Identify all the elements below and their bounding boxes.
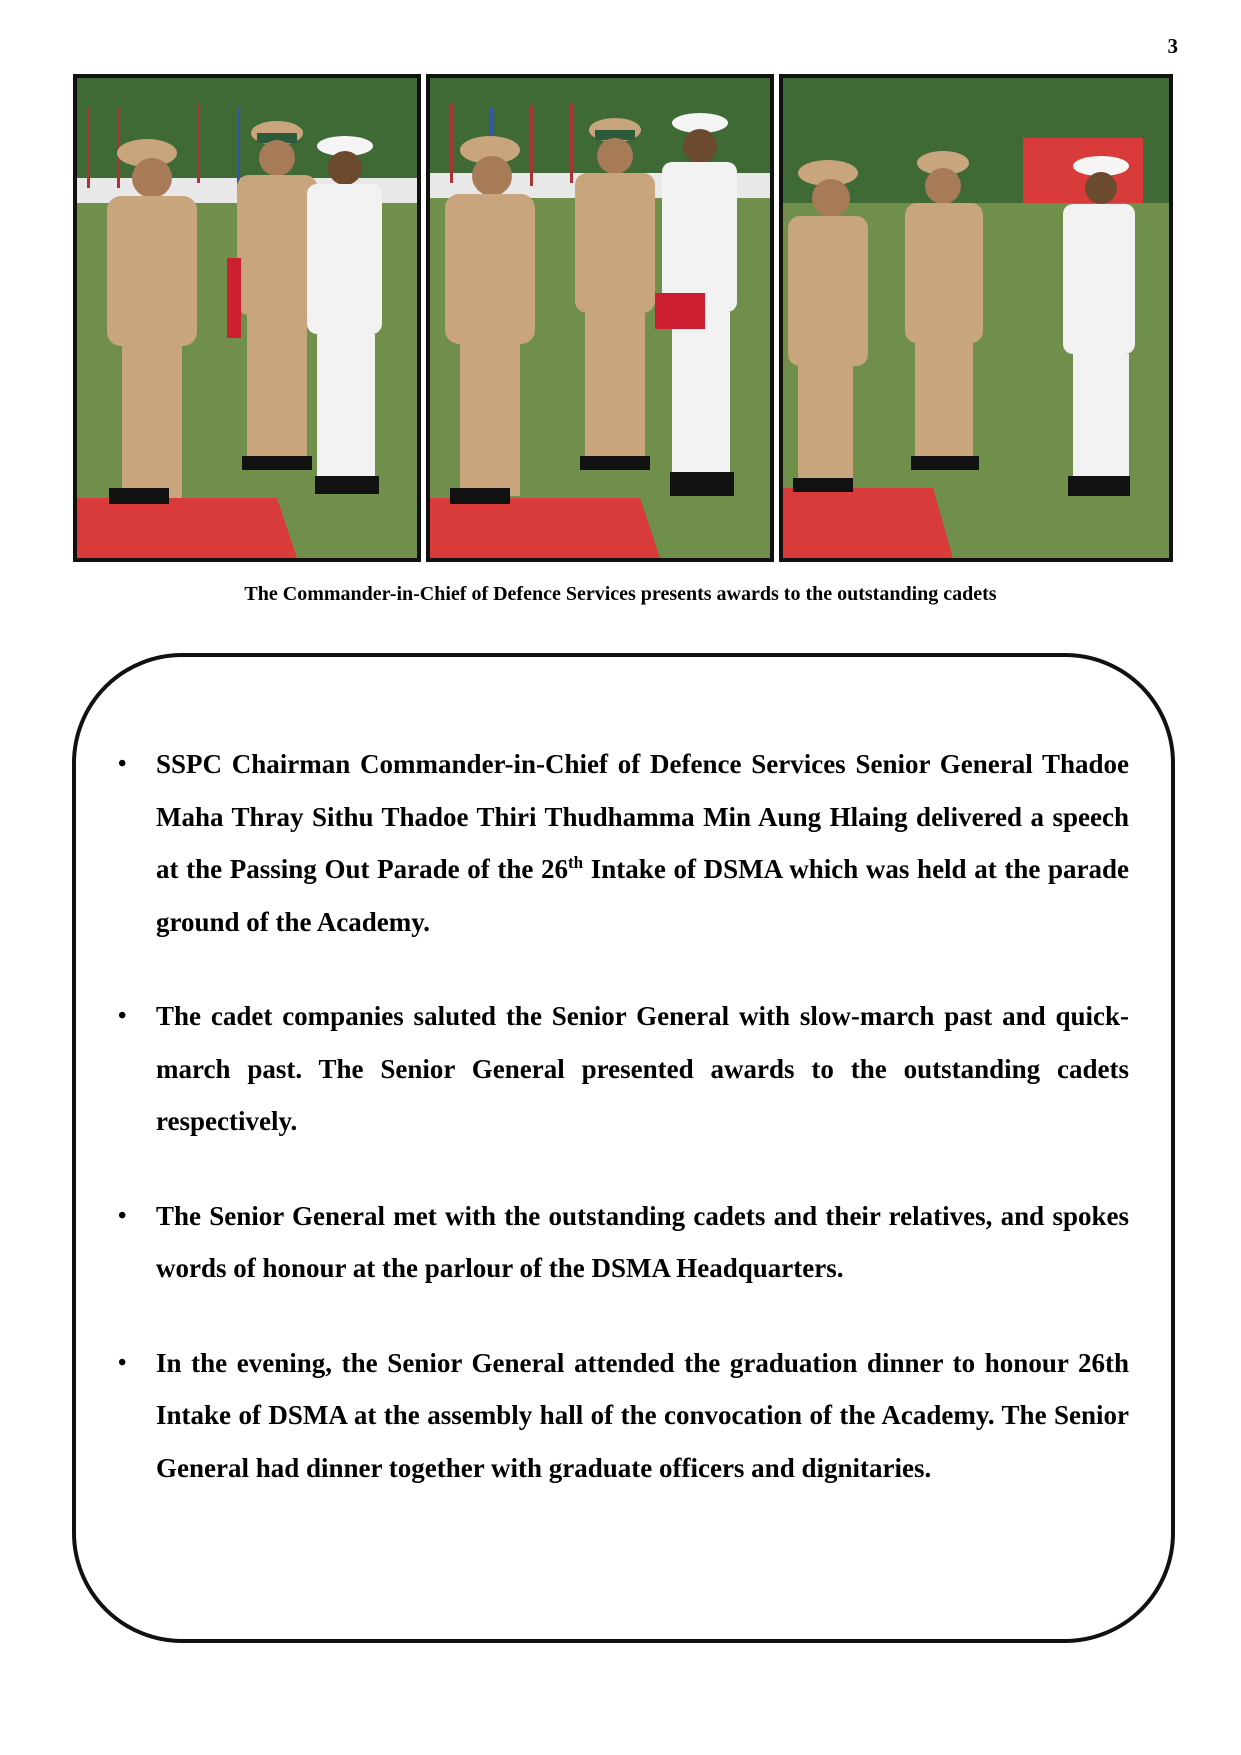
bullet-text: SSPC Chairman Commander-in-Chief of Defence Services Senior General Thadoe Maha Thray Sithu Thadoe Thiri Thudhamma Min Aung Hlaing delivered a speech at the Passing Out Parade of the 26 <box>156 749 1129 884</box>
bullet-dot-icon: • <box>118 751 127 777</box>
bullet-text: In the evening, the Senior General attended the graduation dinner to honour 26th Intake of DSMA at the assembly hall of the convocation of the Academy. The Senior General had dinner together with graduate officers and dignitaries. <box>156 1347 1129 1483</box>
bullet-list <box>114 738 1129 1536</box>
page-number: 3 <box>1167 34 1178 58</box>
bullet-dot-icon: • <box>118 1202 127 1229</box>
bullet-dot-icon: • <box>118 1349 127 1376</box>
bullet-item <box>114 738 1129 948</box>
bullet-text: The cadet companies saluted the Senior General with slow-march past and quick-march past. The Senior General presented awards to the outstanding cadets respectively. <box>156 1001 1129 1136</box>
bullet-item <box>114 1337 1129 1495</box>
bullet-dot-icon: • <box>118 1003 127 1029</box>
photo-caption: The Commander-in-Chief of Defence Services presents awards to the outstanding cadets <box>244 583 997 605</box>
photo-award-presentation-3 <box>779 74 1173 562</box>
bullet-item <box>114 1190 1129 1295</box>
photo-award-presentation-1 <box>73 74 421 562</box>
ordinal-suffix: th <box>568 853 584 872</box>
bullet-text-continued: Intake of DSMA which was held at the parade ground of the Academy. <box>156 854 1129 937</box>
bullet-item <box>114 990 1129 1148</box>
bullet-text: The Senior General met with the outstanding cadets and their relatives, and spokes words of honour at the parlour of the DSMA Headquarters. <box>156 1200 1129 1283</box>
photo-award-presentation-2 <box>426 74 774 562</box>
